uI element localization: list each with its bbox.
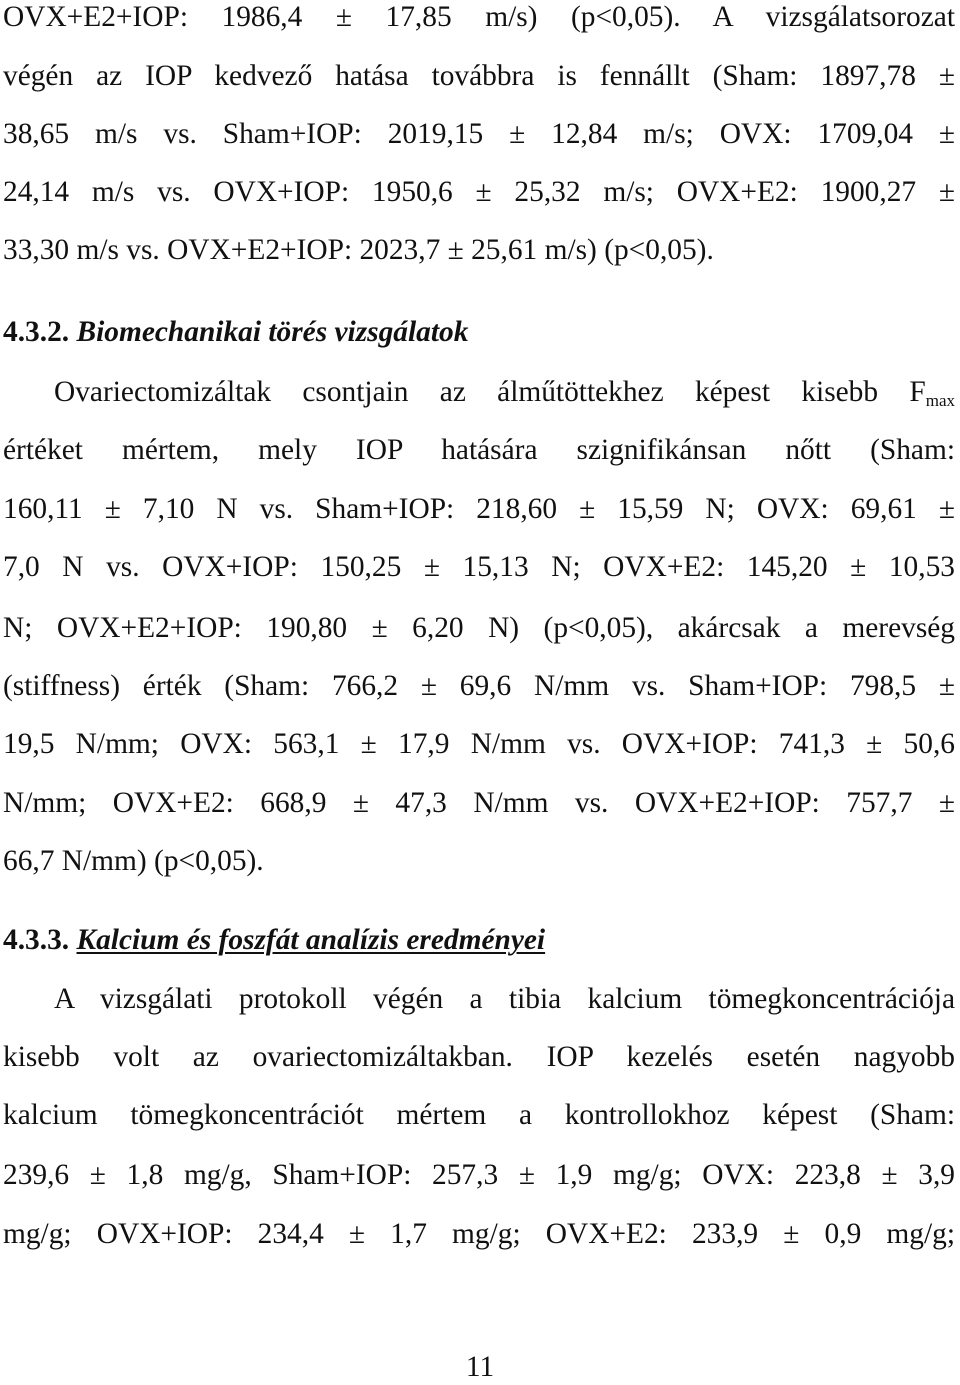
- text-line: 33,30 m/s vs. OVX+E2+IOP: 2023,7 ± 25,61 m/s) (p<0,05).: [3, 234, 714, 266]
- first-line-text: Ovariectomizáltak csontjain az álműtöttekhez képest kisebb F: [54, 376, 926, 408]
- subscript-max: max: [925, 391, 955, 410]
- text-line: 7,0 N vs. OVX+IOP: 150,25 ± 15,13 N; OVX+E2: 145,20 ± 10,53: [3, 551, 955, 583]
- text-line: mg/g; OVX+IOP: 234,4 ± 1,7 mg/g; OVX+E2: 233,9 ± 0,9 mg/g;: [3, 1218, 955, 1250]
- text-line: 239,6 ± 1,8 mg/g, Sham+IOP: 257,3 ± 1,9 mg/g; OVX: 223,8 ± 3,9: [3, 1159, 955, 1191]
- text-line: OVX+E2+IOP: 1986,4 ± 17,85 m/s) (p<0,05). A vizsgálatsorozat: [3, 1, 955, 33]
- text-line: A vizsgálati protokoll végén a tibia kalcium tömegkoncentrációja: [54, 983, 955, 1015]
- text-line: 19,5 N/mm; OVX: 563,1 ± 17,9 N/mm vs. OVX+IOP: 741,3 ± 50,6: [3, 728, 955, 760]
- text-line: 38,65 m/s vs. Sham+IOP: 2019,15 ± 12,84 m/s; OVX: 1709,04 ±: [3, 118, 955, 150]
- section-number: 4.3.2.: [3, 316, 70, 348]
- text-line: végén az IOP kedvező hatása továbbra is fennállt (Sham: 1897,78 ±: [3, 60, 955, 92]
- text-line: kalcium tömegkoncentrációt mértem a kontrollokhoz képest (Sham:: [3, 1099, 955, 1131]
- text-line: [3, 374, 955, 410]
- text-line: 66,7 N/mm) (p<0,05).: [3, 845, 264, 877]
- text-line: N; OVX+E2+IOP: 190,80 ± 6,20 N) (p<0,05), akárcsak a merevség: [3, 612, 955, 644]
- text-line: (stiffness) érték (Sham: 766,2 ± 69,6 N/mm vs. Sham+IOP: 798,5 ±: [3, 670, 955, 702]
- text-line: kisebb volt az ovariectomizáltakban. IOP kezelés esetén nagyobb: [3, 1041, 955, 1073]
- section-heading-4-3-2: [3, 314, 955, 350]
- text-line: 24,14 m/s vs. OVX+IOP: 1950,6 ± 25,32 m/s; OVX+E2: 1900,27 ±: [3, 176, 955, 208]
- text-line: 160,11 ± 7,10 N vs. Sham+IOP: 218,60 ± 15,59 N; OVX: 69,61 ±: [3, 493, 955, 525]
- section-title: Biomechanikai törés vizsgálatok: [76, 316, 469, 348]
- section-number: 4.3.3.: [3, 924, 70, 956]
- text-line: értéket mértem, mely IOP hatására szignifikánsan nőtt (Sham:: [3, 434, 955, 466]
- section-title: Kalcium és foszfát analízis eredményei: [76, 924, 546, 956]
- text-line: N/mm; OVX+E2: 668,9 ± 47,3 N/mm vs. OVX+E2+IOP: 757,7 ±: [3, 787, 955, 819]
- page-number: 11: [465, 1351, 495, 1383]
- section-heading-4-3-3: [3, 922, 955, 958]
